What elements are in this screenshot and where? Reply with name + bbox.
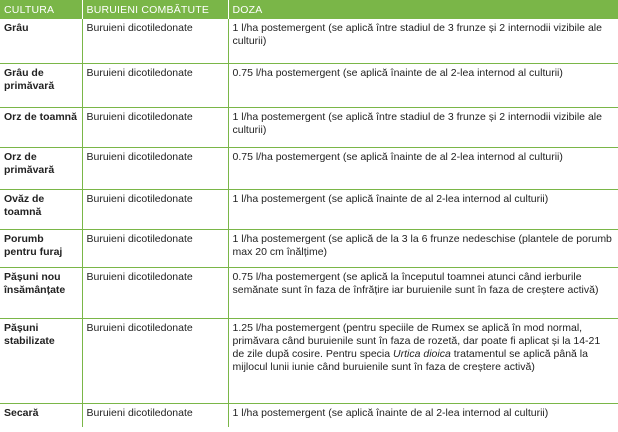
weeds-cell: Buruieni dicotiledonate	[82, 147, 228, 189]
table-row	[0, 267, 618, 318]
dose-text: tratamentul se aplică până la mijlocul lunii iunie când buruienile sunt în faza de creștere activă)	[232, 347, 588, 373]
header-crop: CULTURA	[0, 0, 82, 19]
crop-cell: Orz de primăvară	[0, 147, 82, 189]
table-row	[0, 403, 618, 427]
weeds-cell: Buruieni dicotiledonate	[82, 403, 228, 427]
weeds-cell: Buruieni dicotiledonate	[82, 189, 228, 229]
table-header	[0, 0, 618, 19]
dose-cell: 1 l/ha postemergent (se aplică între stadiul de 3 frunze și 2 internodii vizibile ale culturii)	[228, 19, 618, 63]
species-name: Urtica dioica	[393, 347, 451, 360]
weeds-cell: Buruieni dicotiledonate	[82, 318, 228, 403]
dose-text: 1.25 l/ha postemergent (pentru speciile de Rumex se aplică în mod normal, primăvara când buruienile sunt în faza de rozetă, dar poate fi aplicat și la 14-21 de zile după cosire. Pentru specia	[232, 321, 601, 360]
dose-cell: 1 l/ha postemergent (se aplică înainte de al 2-lea internod al culturii)	[228, 403, 618, 427]
dose-cell: 1 l/ha postemergent (se aplică de la 3 la 6 frunze nedeschise (plantele de porumb max 20 cm înălțime)	[228, 229, 618, 267]
dose-cell: 1 l/ha postemergent (se aplică între stadiul de 3 frunze și 2 internodii vizibile ale culturii)	[228, 107, 618, 147]
header-dose: DOZA	[228, 0, 618, 19]
crop-cell: Secară	[0, 403, 82, 427]
crop-cell: Pășuni stabilizate	[0, 318, 82, 403]
crop-cell: Grâu de primăvară	[0, 63, 82, 107]
crop-cell: Porumb pentru furaj	[0, 229, 82, 267]
weeds-cell: Buruieni dicotiledonate	[82, 229, 228, 267]
table-row	[0, 19, 618, 63]
table-row	[0, 318, 618, 403]
table-row	[0, 147, 618, 189]
table-body	[0, 19, 618, 427]
table-row	[0, 229, 618, 267]
dose-cell: 0.75 l/ha postemergent (se aplică înainte de al 2-lea internod al culturii)	[228, 63, 618, 107]
crop-cell: Pășuni nou însămânțate	[0, 267, 82, 318]
crop-cell: Orz de toamnă	[0, 107, 82, 147]
dose-cell: 1 l/ha postemergent (se aplică înainte de al 2-lea internod al culturii)	[228, 189, 618, 229]
crop-cell: Grâu	[4, 22, 29, 34]
dose-cell: 0.75 l/ha postemergent (se aplică la începutul toamnei atunci când ierburile semănate sunt în faza de înfrățire iar buruienile sunt în faza de creștere activă)	[228, 267, 618, 318]
table-row	[0, 63, 618, 107]
crop-cell: Ovăz de toamnă	[0, 189, 82, 229]
table-row	[0, 107, 618, 147]
weeds-cell: Buruieni dicotiledonate	[82, 107, 228, 147]
weeds-cell: Buruieni dicotiledonate	[82, 267, 228, 318]
header-row	[0, 0, 618, 19]
header-weeds: BURUIENI COMBĂTUTE	[82, 0, 228, 19]
table-row	[0, 189, 618, 229]
dose-cell: 0.75 l/ha postemergent (se aplică înainte de al 2-lea internod al culturii)	[228, 147, 618, 189]
weeds-cell: Buruieni dicotiledonate	[82, 19, 228, 63]
weeds-cell: Buruieni dicotiledonate	[82, 63, 228, 107]
dose-cell	[228, 318, 618, 403]
